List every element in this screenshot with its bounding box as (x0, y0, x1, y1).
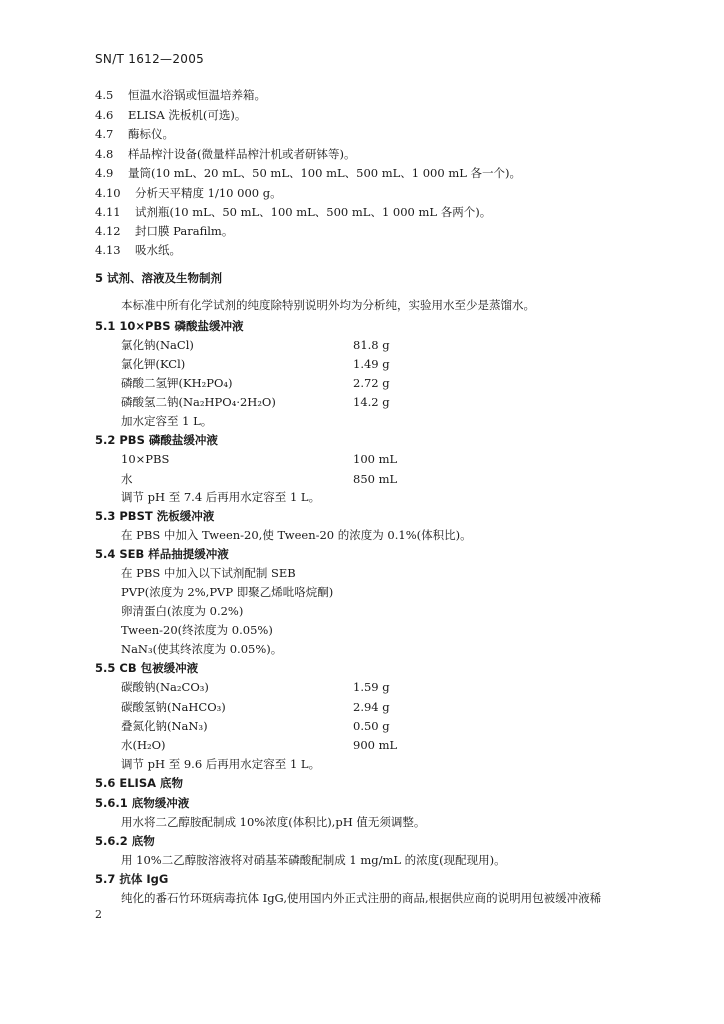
reagent-amount: 2.72 g (353, 376, 390, 390)
reagent-name: 磷酸氢二钠(Na₂HPO₄·2H₂O) (121, 395, 276, 409)
section-5-intro: 本标准中所有化学试剂的纯度除特别说明外均为分析纯，实验用水至少是蒸馏水。 (121, 298, 535, 312)
reagent-amount: 14.2 g (353, 395, 390, 409)
item-number: 4.12 (95, 224, 121, 238)
reagent-amount: 900 mL (353, 738, 398, 752)
section-5-4-line: 卵清蛋白(浓度为 0.2%) (121, 604, 244, 618)
reagent-name: 碳酸钠(Na₂CO₃) (121, 680, 209, 694)
section-5-4-line: PVP(浓度为 2%,PVP 即聚乙烯吡咯烷酮) (121, 585, 334, 599)
item-text: 恒温水浴锅或恒温培养箱。 (128, 88, 266, 102)
item-number: 4.9 (95, 166, 114, 180)
section-5-6-1-title: 5.6.1 底物缓冲液 (95, 796, 190, 810)
item-number: 4.11 (95, 205, 121, 219)
section-5-6-1-text: 用水将二乙醇胺配制成 10%浓度(体积比),pH 值无须调整。 (121, 815, 426, 829)
page-number: 2 (95, 908, 102, 921)
item-number: 4.8 (95, 147, 114, 161)
section-5-5-title: 5.5 CB 包被缓冲液 (95, 661, 199, 675)
section-5-2-note: 调节 pH 至 7.4 后再用水定容至 1 L。 (121, 490, 321, 504)
item-number: 4.6 (95, 108, 114, 122)
item-text: ELISA 洗板机(可选)。 (128, 108, 247, 122)
reagent-amount: 100 mL (353, 452, 398, 466)
reagent-name: 叠氮化钠(NaN₃) (121, 719, 208, 733)
item-text: 分析天平精度 1/10 000 g。 (135, 186, 282, 200)
reagent-amount: 0.50 g (353, 719, 390, 733)
item-text: 吸水纸。 (135, 243, 181, 257)
section-5-7-text: 纯化的番石竹环斑病毒抗体 IgG,使用国内外正式注册的商品,根据供应商的说明用包被缓冲液稀 (121, 891, 602, 905)
item-number: 4.13 (95, 243, 121, 257)
section-5-4-line: NaN₃(使其终浓度为 0.05%)。 (121, 642, 283, 656)
item-text: 酶标仪。 (128, 127, 174, 141)
reagent-name: 水(H₂O) (121, 738, 166, 752)
reagent-amount: 81.8 g (353, 338, 390, 352)
section-5-2-title: 5.2 PBS 磷酸盐缓冲液 (95, 433, 218, 447)
reagent-name: 10×PBS (121, 452, 170, 466)
section-5-1-note: 加水定容至 1 L。 (121, 414, 213, 428)
reagent-name: 磷酸二氢钾(KH₂PO₄) (121, 376, 233, 390)
item-number: 4.5 (95, 88, 114, 102)
document-header: SN/T 1612—2005 (95, 52, 205, 66)
reagent-amount: 2.94 g (353, 700, 390, 714)
section-5-4-title: 5.4 SEB 样品抽提缓冲液 (95, 547, 229, 561)
section-5-6-2-title: 5.6.2 底物 (95, 834, 155, 848)
section-5-7-title: 5.7 抗体 IgG (95, 872, 169, 886)
reagent-amount: 1.59 g (353, 680, 390, 694)
reagent-amount: 850 mL (353, 472, 398, 486)
item-number: 4.7 (95, 127, 114, 141)
section-5-5-note: 调节 pH 至 9.6 后再用水定容至 1 L。 (121, 757, 321, 771)
section-5-4-line: Tween-20(终浓度为 0.05%) (121, 623, 273, 637)
item-text: 量筒(10 mL、20 mL、50 mL、100 mL、500 mL、1 000 mL 各一个)。 (128, 166, 522, 180)
reagent-name: 水 (121, 472, 133, 486)
section-5-3-title: 5.3 PBST 洗板缓冲液 (95, 509, 215, 523)
reagent-name: 氯化钾(KCl) (121, 357, 186, 371)
section-5-4-line: 在 PBS 中加入以下试剂配制 SEB (121, 566, 296, 580)
item-text: 样品榨汁设备(微量样品榨汁机或者研钵等)。 (128, 147, 356, 161)
section-5-title: 5 试剂、溶液及生物制剂 (95, 271, 223, 285)
item-text: 封口膜 Parafilm。 (135, 224, 234, 238)
reagent-amount: 1.49 g (353, 357, 390, 371)
reagent-name: 氯化钠(NaCl) (121, 338, 194, 352)
section-5-1-title: 5.1 10×PBS 磷酸盐缓冲液 (95, 319, 244, 333)
section-5-3-text: 在 PBS 中加入 Tween-20,使 Tween-20 的浓度为 0.1%(体积比)。 (121, 528, 472, 542)
item-text: 试剂瓶(10 mL、50 mL、100 mL、500 mL、1 000 mL 各两个)。 (135, 205, 492, 219)
section-5-6-title: 5.6 ELISA 底物 (95, 776, 184, 790)
section-5-6-2-text: 用 10%二乙醇胺溶液将对硝基苯磷酸配制成 1 mg/mL 的浓度(现配现用)。 (121, 853, 506, 867)
item-number: 4.10 (95, 186, 121, 200)
reagent-name: 碳酸氢钠(NaHCO₃) (121, 700, 226, 714)
